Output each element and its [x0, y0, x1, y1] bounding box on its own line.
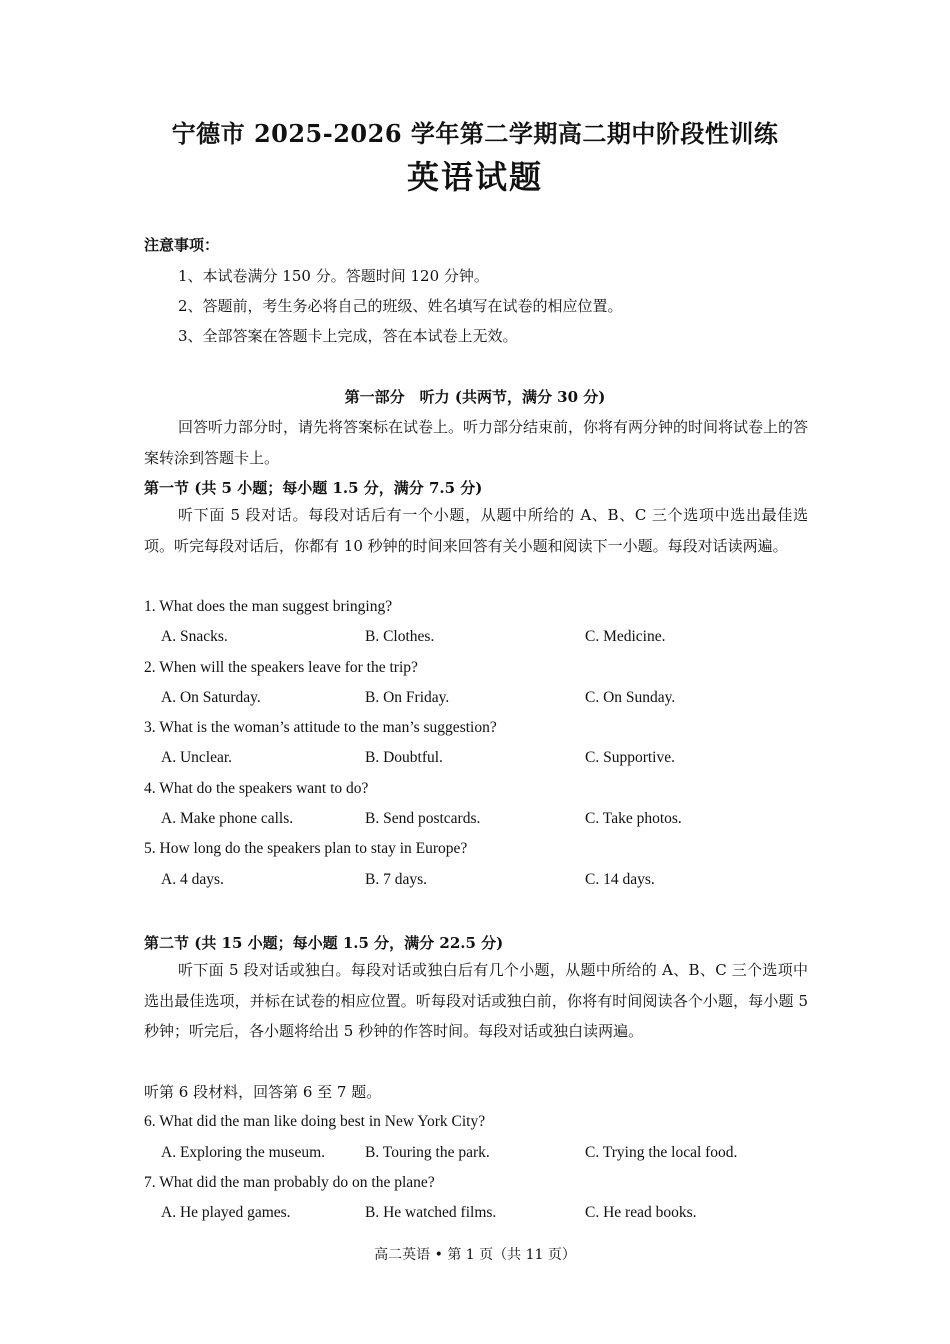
note-item: 2、答题前，考生务必将自己的班级、姓名填写在试卷的相应位置。: [178, 297, 623, 315]
section1-heading: 第一节 (共 5 小题；每小题 1.5 分，满分 7.5 分): [144, 479, 483, 497]
option-c: C. Trying the local food.: [585, 1144, 738, 1161]
section2-instructions: 听下面 5 段对话或独白。每段对话或独白后有几个小题，从题中所给的 A、B、C 三个选项中选出最佳选项，并标在试卷的相应位置。听每段对话或独白前，你将有时间阅读各个小题，每小题 5 秒钟；听完后，各小题将给出 5 秒钟的作答时间。每段对话或独白读两遍。: [144, 961, 808, 1040]
material-note: 听第 6 段材料，回答第 6 至 7 题。: [144, 1083, 382, 1101]
exam-subject-title: 英语试题: [406, 158, 543, 196]
option-c: C. On Sunday.: [585, 689, 676, 706]
section1-instructions: 听下面 5 段对话。每段对话后有一个小题，从题中所给的 A、B、C 三个选项中选出最佳选项。听完每段对话后，你都有 10 秒钟的时间来回答有关小题和阅读下一小题。每段对话读两遍。: [144, 506, 808, 555]
question-stem: 1. What does the man suggest bringing?: [144, 598, 393, 615]
option-b: B. He watched films.: [365, 1204, 497, 1221]
part1-intro: 回答听力部分时，请先将答案标在试卷上。听力部分结束前，你将有两分钟的时间将试卷上的答案转涂到答题卡上。: [144, 418, 809, 467]
notes-heading: 注意事项：: [144, 236, 220, 254]
option-b: B. On Friday.: [365, 689, 450, 706]
option-b: B. Touring the park.: [365, 1144, 490, 1161]
question-stem: 5. How long do the speakers plan to stay in Europe?: [144, 840, 468, 857]
question-stem: 2. When will the speakers leave for the trip?: [144, 659, 418, 676]
question-stem: 4. What do the speakers want to do?: [144, 780, 369, 797]
option-c: C. Take photos.: [585, 810, 682, 827]
option-a: A. Unclear.: [161, 749, 233, 766]
option-b: B. Clothes.: [365, 628, 435, 645]
option-a: A. On Saturday.: [161, 689, 261, 706]
question-stem: 3. What is the woman’s attitude to the man’s suggestion?: [144, 719, 497, 736]
option-a: A. 4 days.: [161, 871, 224, 888]
option-a: A. Make phone calls.: [161, 810, 294, 827]
option-c: C. Supportive.: [585, 749, 675, 766]
option-c: C. Medicine.: [585, 628, 666, 645]
option-b: B. Send postcards.: [365, 810, 481, 827]
page-footer: 高二英语 • 第 1 页（共 11 页）: [374, 1247, 576, 1263]
option-b: B. Doubtful.: [365, 749, 443, 766]
exam-title: 宁德市 2025-2026 学年第二学期高二期中阶段性训练: [171, 119, 779, 148]
option-a: A. Snacks.: [161, 628, 228, 645]
option-c: C. 14 days.: [585, 871, 655, 888]
question-stem: 6. What did the man like doing best in New York City?: [144, 1113, 486, 1130]
option-c: C. He read books.: [585, 1204, 697, 1221]
note-item: 1、本试卷满分 150 分。答题时间 120 分钟。: [178, 267, 489, 285]
option-a: A. Exploring the museum.: [161, 1144, 326, 1161]
option-b: B. 7 days.: [365, 871, 427, 888]
note-item: 3、全部答案在答题卡上完成，答在本试卷上无效。: [178, 327, 518, 345]
question-stem: 7. What did the man probably do on the plane?: [144, 1174, 435, 1191]
section2-heading: 第二节 (共 15 小题；每小题 1.5 分，满分 22.5 分): [144, 934, 504, 952]
part1-heading: 第一部分 听力 (共两节，满分 30 分): [344, 388, 606, 406]
option-a: A. He played games.: [161, 1204, 291, 1221]
